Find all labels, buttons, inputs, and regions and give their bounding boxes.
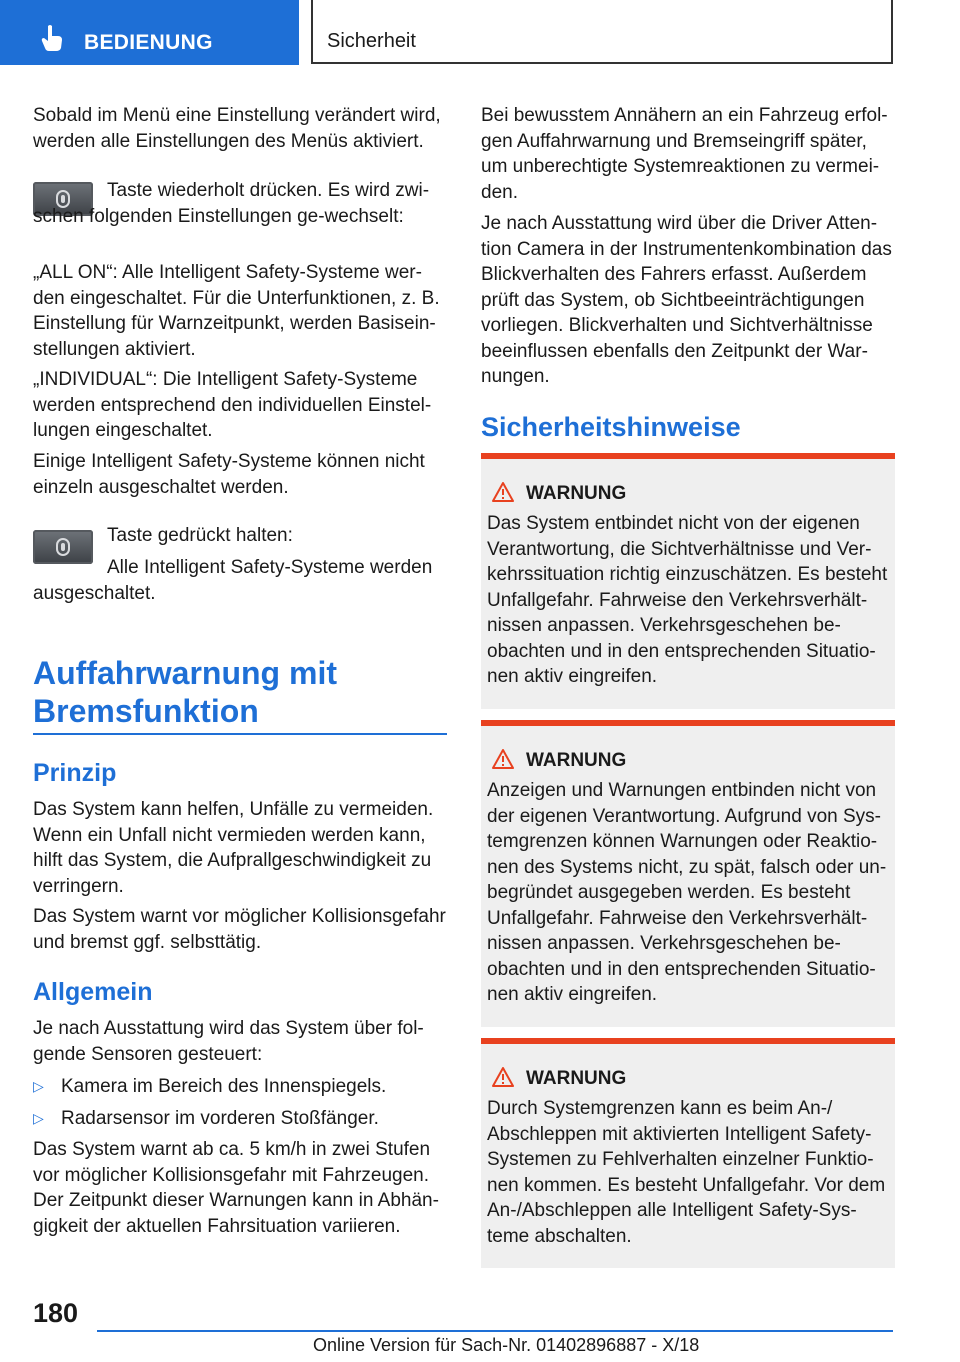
paragraph: Taste wiederholt drücken. Es wird zwi-schen folgenden Einstellungen ge-wechselt:	[33, 180, 430, 227]
warning-text: Anzeigen und Warnungen entbinden nicht von der eigenen Verantwortung. Aufgrund von Sys-temgrenzen können Warnungen oder Reaktio-nen des Systems nicht, zu spät, falsch oder un-begründet ausgegeben werden. Es besteht Unfallgefahr. Fahrweise den Verkehrsverhält-nissen anpassen. Verkehrsgeschehen be-obachten und in den entsprechenden Situatio-nen aktiv eingreifen.	[487, 780, 887, 1005]
hand-pointer-icon	[40, 24, 66, 52]
warning-box	[481, 453, 895, 709]
section-title: Sicherheit	[327, 30, 416, 52]
paragraph: Das System warnt ab ca. 5 km/h in zwei Stufen vor möglicher Kollisionsgefahr mit Fahrzeugen. Der Zeitpunkt dieser Warnungen kann in Abhän-gigkeit der aktuellen Fahrsituation variieren.	[33, 1139, 439, 1237]
chapter-tab[interactable]	[0, 0, 299, 65]
subheading-safety: Sicherheitshinweise	[481, 412, 741, 442]
warning-box	[481, 720, 895, 1027]
subheading-general: Allgemein	[33, 978, 153, 1006]
warning-triangle-icon	[491, 748, 515, 770]
bullet-triangle-icon: ▷	[33, 1110, 44, 1126]
footer-divider	[97, 1330, 893, 1332]
paragraph: Je nach Ausstattung wird über die Driver Atten-tion Camera in der Instrumentenkombination das Blickverhalten des Fahrers erfasst. Außerdem prüft das System, ob Sichtbeeinträchtigungen vorliegen. Blickverhalten und Sichtverhältnisse beeinflussen ebenfalls den Zeitpunkt der War-nungen.	[481, 213, 892, 387]
paragraph: „ALL ON“: Alle Intelligent Safety-Systeme wer-den eingeschaltet. Für die Unterfunktionen, z. B. Einstellung für Warnzeitpunkt, werden Basisein-stellungen aktiviert.	[33, 262, 440, 360]
warning-triangle-icon	[491, 1066, 515, 1088]
footer-text: Online Version für Sach-Nr. 01402896887 - X/18	[313, 1335, 700, 1355]
paragraph: Je nach Ausstattung wird das System über fol-gende Sensoren gesteuert:	[33, 1018, 424, 1065]
paragraph: Sobald im Menü eine Einstellung verändert wird, werden alle Einstellungen des Menüs aktiviert.	[33, 105, 441, 152]
warning-heading: WARNUNG	[526, 483, 627, 504]
warning-triangle-icon	[491, 481, 515, 503]
warning-box	[481, 1038, 895, 1268]
section-header	[311, 0, 893, 64]
page-number: 180	[33, 1298, 79, 1328]
warning-text: Durch Systemgrenzen kann es beim An-/ Abschleppen mit aktivierten Intelligent Safety-Systemen zu Fehlverhalten einzelner Funktio-nen kommen. Es besteht Unfallgefahr. Vor dem An-/Abschleppen alle Intelligent Safety-Sys-teme abschalten.	[487, 1098, 886, 1247]
paragraph: Das System kann helfen, Unfälle zu vermeiden. Wenn ein Unfall nicht vermieden werden kann, hilft das System, die Aufprallgeschwindigkeit zu verringern.	[33, 799, 434, 897]
paragraph: Taste gedrückt halten:	[107, 525, 293, 546]
paragraph: „INDIVIDUAL“: Die Intelligent Safety-Systeme werden entsprechend den individuellen Einstel-lungen eingeschaltet.	[33, 369, 432, 441]
heading-divider	[33, 733, 447, 735]
paragraph: Alle Intelligent Safety-Systeme werden ausgeschaltet.	[33, 557, 433, 604]
subheading-principle: Prinzip	[33, 759, 117, 787]
warning-heading: WARNUNG	[526, 750, 627, 771]
paragraph: Einige Intelligent Safety-Systeme können nicht einzeln ausgeschaltet werden.	[33, 451, 425, 498]
chapter-tab-label: BEDIENUNG	[84, 31, 213, 54]
chapter-heading: Auffahrwarnung mit Bremsfunktion	[33, 655, 337, 729]
paragraph: Das System warnt vor möglicher Kollisionsgefahr und bremst ggf. selbsttätig.	[33, 906, 446, 953]
safety-button-icon	[55, 538, 71, 556]
bullet-triangle-icon: ▷	[33, 1078, 44, 1094]
paragraph: Bei bewusstem Annähern an ein Fahrzeug erfol-gen Auffahrwarnung und Bremseingriff später, um unberechtigte Systemreaktionen zu vermei-den.	[481, 105, 888, 203]
warning-text: Das System entbindet nicht von der eigenen Verantwortung, die Sichtverhältnisse und Ver-kehrssituation richtig einzuschätzen. Es besteht Unfallgefahr. Fahrweise den Verkehrsverhält-nissen anpassen. Verkehrsgeschehen be-obachten und in den entsprechenden Situatio-nen aktiv eingreifen.	[487, 513, 888, 687]
warning-heading: WARNUNG	[526, 1068, 627, 1089]
